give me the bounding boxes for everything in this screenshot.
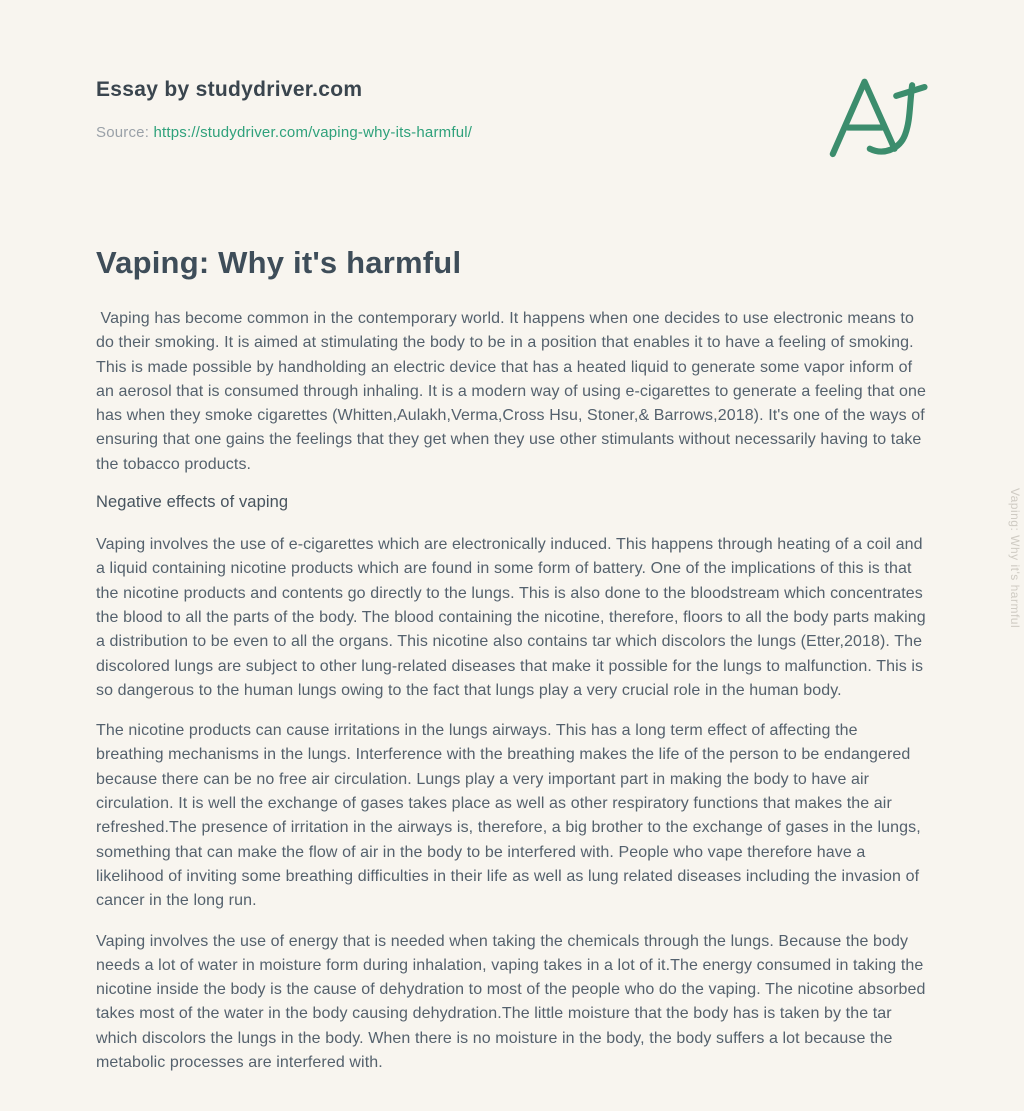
section-subheading: Negative effects of vaping [96, 493, 289, 512]
body-paragraph: Vaping involves the use of e-cigarettes which are electronically induced. This happens through heating of a coil and a liquid containing nicotine products which are found in some form of battery. One of the implications of this is that the nicotine products and contents go directly to the lungs. This is also done to the bloodstream which concentrates the blood to all the parts of the body. The blood containing the nicotine, therefore, floors to all the body parts making a distribution to be even to all the organs. This nicotine also contains tar which discolors the lungs (Etter,2018). The discolored lungs are subject to other lung-related diseases that make it possible for the lungs to malfunction. This is so dangerous to the human lungs owing to the fact that lungs play a very crucial role in the human body. [96, 536, 931, 699]
document-header [96, 0, 928, 141]
source-label: Source: [96, 124, 150, 141]
studydriver-logo-icon [824, 72, 928, 162]
byline: Essay by studydriver.com [96, 78, 363, 101]
page-title: Vaping: Why it's harmful [96, 245, 462, 280]
source-link[interactable]: https://studydriver.com/vaping-why-its-harmful/ [153, 124, 473, 141]
article-body [96, 307, 931, 1075]
source-row [96, 124, 928, 141]
body-paragraph: Vaping involves the use of energy that is needed when taking the chemicals through the lungs. Because the body needs a lot of water in moisture form during inhalation, vaping takes in a lot of it.The energy consumed in taking the nicotine inside the body is the cause of dehydration to most of the people who do the vaping. The nicotine absorbed takes most of the water in the body causing dehydration.The little moisture that the body has is taken by the tar which discolors the lungs in the body. When there is no moisture in the body, the body suffers a lot because the metabolic processes are interfered with. [96, 932, 931, 1072]
studydriver-logo [824, 72, 928, 162]
intro-paragraph: Vaping has become common in the contemporary world. It happens when one decides to use electronic means to do their smoking. It is aimed at stimulating the body to be in a position that enables it to have a feeling of smoking. This is made possible by handholding an electric device that has a heated liquid to generate some vapor inform of an aerosol that is consumed through inhaling. It is a modern way of using e-cigarettes to generate a feeling that one has when they smoke cigarettes (Whitten,Aulakh,Verma,Cross Hsu, Stoner,& Barrows,2018). It's one of the ways of ensuring that one gains the feelings that they get when they use other stimulants without necessarily having to take the tobacco products. [96, 310, 931, 473]
edge-watermark-title: Vaping: Why it's harmful [1008, 488, 1022, 629]
body-paragraph: The nicotine products can cause irritations in the lungs airways. This has a long term effect of affecting the breathing mechanisms in the lungs. Interference with the breathing makes the life of the person to be endangered because there can be no free air circulation. Lungs play a very important part in making the body to have air circulation. It is well the exchange of gases takes place as well as other respiratory functions that makes the air refreshed.The presence of irritation in the airways is, therefore, a big brother to the exchange of gases in the lungs, something that can make the flow of air in the body to be interfered with. People who vape therefore have a likelihood of inviting some breathing difficulties in their life as well as lung related diseases including the invasion of cancer in the long run. [96, 722, 926, 910]
